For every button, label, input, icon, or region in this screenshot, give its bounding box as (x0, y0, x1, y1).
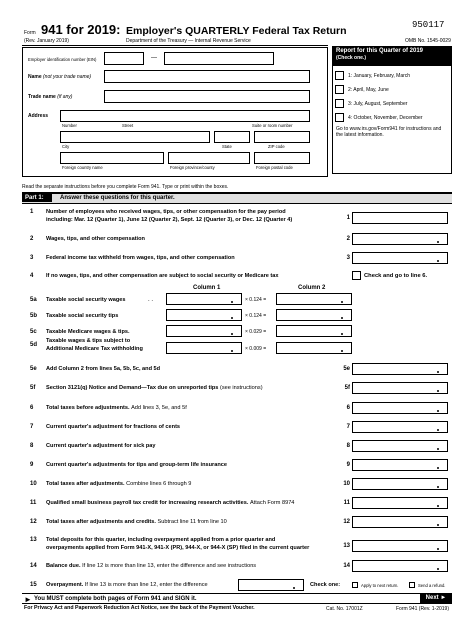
name-label: Name (not your trade name) (28, 74, 92, 80)
line-7-text: Current quarter's adjustment for fractions of cents (46, 424, 181, 430)
line-5a-rate: × 0.124 = (245, 297, 267, 303)
must-complete-text: You MUST complete both pages of Form 941 and SIGN it. (34, 596, 197, 602)
decimal-dot (437, 548, 439, 550)
instructions-text: Read the separate instructions before you complete Form 941. Type or print within the boxes. (22, 184, 229, 190)
line-1-ref: 1 (346, 215, 350, 221)
form-code: 950117 (412, 20, 445, 30)
foreign-country-label: Foreign country name (62, 165, 103, 170)
decimal-dot (437, 260, 439, 262)
line-2-field[interactable] (352, 233, 448, 245)
decimal-dot (437, 524, 439, 526)
quarter-goto-text: Go to www.irs.gov/Form941 for instructions and the latest information. (336, 126, 442, 138)
cat-number: Cat. No. 17001Z (326, 606, 363, 612)
line-12-number: 12 (30, 519, 37, 525)
state-label: State (222, 144, 232, 149)
line-6-ref: 6 (346, 405, 350, 411)
line-1-number: 1 (30, 209, 34, 215)
line-4-checkbox[interactable] (352, 271, 361, 280)
quarter-4-label: 4: October, November, December (348, 115, 423, 121)
decimal-dot (341, 317, 343, 319)
decimal-dot (437, 505, 439, 507)
line-7-number: 7 (30, 424, 34, 430)
decimal-dot (437, 448, 439, 450)
quarter-3-label: 3: July, August, September (348, 101, 408, 107)
line-5d-column-1[interactable] (166, 342, 242, 354)
line-9-text: Current quarter's adjustments for tips and group-term life insurance (46, 462, 227, 468)
quarter-3-checkbox[interactable] (335, 99, 344, 108)
line-14-text: Balance due. If line 12 is more than line 13, enter the difference and see instructions (46, 563, 257, 569)
decimal-dot (437, 390, 439, 392)
send-refund-checkbox[interactable] (409, 582, 415, 588)
decimal-dot (231, 333, 233, 335)
line-13-ref: 13 (343, 543, 350, 549)
line-14-number: 14 (30, 563, 37, 569)
omb-number: OMB No. 1545-0029 (405, 38, 451, 44)
ein-dash: — (151, 55, 157, 61)
line-6-text: Total taxes before adjustments. Add lines 3, 5e, and 5f (46, 405, 187, 411)
foreign-province-field[interactable] (168, 152, 250, 164)
line-4-number: 4 (30, 273, 34, 279)
line-15-text: Overpayment. If line 13 is more than line 12, enter the difference (46, 582, 208, 588)
revision-date: (Rev. January 2019) (24, 38, 69, 44)
line-13-text-2: overpayments applied from Form 941-X, 941-X (PR), 944-X, or 944-X (SP) filed in the current quarter (46, 545, 310, 551)
form-number-title: 941 for 2019: (41, 22, 121, 37)
quarter-4-checkbox[interactable] (335, 113, 344, 122)
address-number-label: Number (62, 123, 77, 128)
decimal-dot (341, 350, 343, 352)
decimal-dot (437, 429, 439, 431)
quarter-2-checkbox[interactable] (335, 85, 344, 94)
line-11-ref: 11 (343, 500, 350, 506)
line-6-field[interactable] (352, 402, 448, 414)
decimal-dot (437, 241, 439, 243)
line-9-ref: 9 (346, 462, 350, 468)
send-refund-label: Send a refund. (418, 583, 446, 588)
quarter-1-checkbox[interactable] (335, 71, 344, 80)
line-5c-rate: × 0.029 = (245, 329, 267, 335)
header-divider (22, 45, 328, 46)
decimal-dot (231, 350, 233, 352)
line-5d-text-2: Additional Medicare Tax withholding (46, 346, 143, 352)
line-15-check-one: Check one: (310, 582, 341, 588)
line-7-field[interactable] (352, 421, 448, 433)
line-5b-column-1[interactable] (166, 309, 242, 321)
city-label: City (62, 144, 70, 149)
line-15-field[interactable] (238, 579, 304, 591)
trade-name-label: Trade name (if any) (28, 94, 73, 100)
address-suite-label: Suite or room number (252, 123, 293, 128)
line-12-text: Total taxes after adjustments and credits. Subtract line 11 from line 10 (46, 519, 227, 525)
department-label: Department of the Treasury — Internal Revenue Service (126, 38, 251, 44)
address-label: Address (28, 113, 49, 119)
line-15-number: 15 (30, 582, 37, 588)
line-6-number: 6 (30, 405, 34, 411)
line-5a-leader: . . (148, 297, 154, 303)
line-3-number: 3 (30, 255, 34, 261)
line-3-ref: 3 (346, 255, 350, 261)
part1-tag: Part 1: (22, 194, 52, 202)
decimal-dot (437, 371, 439, 373)
address-street-field[interactable] (60, 110, 310, 122)
decimal-dot (437, 410, 439, 412)
decimal-dot (341, 301, 343, 303)
quarter-2-label: 2: April, May, June (348, 87, 389, 93)
line-5f-ref: 5f (344, 385, 350, 391)
line-2-number: 2 (30, 236, 34, 242)
line-3-field[interactable] (352, 252, 448, 264)
line-5b-text: Taxable social security tips (46, 313, 119, 319)
ein-label: Employer identification number (EIN) (28, 57, 97, 62)
name-field[interactable] (104, 70, 310, 83)
line-8-ref: 8 (346, 443, 350, 449)
ein-field-suffix[interactable] (164, 52, 274, 65)
line-5e-text: Add Column 2 from lines 5a, 5b, 5c, and 5d (46, 366, 161, 372)
line-8-text: Current quarter's adjustment for sick pay (46, 443, 156, 449)
line-5a-column-1[interactable] (166, 293, 242, 305)
line-2-ref: 2 (346, 236, 350, 242)
line-13-field[interactable] (352, 540, 448, 552)
line-14-ref: 14 (343, 563, 350, 569)
line-5c-text: Taxable Medicare wages & tips. (46, 329, 130, 335)
line-1-text: Number of employees who received wages, tips, or other compensation for the pay period (46, 209, 286, 215)
line-2-text: Wages, tips, and other compensation (46, 236, 145, 242)
line-5e-ref: 5e (343, 366, 350, 372)
decimal-dot (231, 317, 233, 319)
line-13-text: Total deposits for this quarter, including overpayment applied from a prior quarter and (46, 537, 276, 543)
line-4-text: If no wages, tips, and other compensation are subject to social security or Medicare tax (46, 273, 279, 279)
next-button-label: Next (425, 595, 439, 601)
apply-next-return-label: Apply to next return. (361, 583, 399, 588)
line-5d-text: Taxable wages & tips subject to (46, 338, 131, 344)
line-14-field[interactable] (352, 560, 448, 572)
column-1-header: Column 1 (193, 285, 221, 291)
decimal-dot (341, 333, 343, 335)
foreign-province-label: Foreign province/county (170, 165, 215, 170)
line-5c-number: 5c (30, 329, 37, 335)
foreign-postal-label: Foreign postal code (256, 165, 293, 170)
line-13-number: 13 (30, 537, 37, 543)
decimal-dot (437, 467, 439, 469)
footer-rule (22, 593, 452, 594)
line-5d-rate: × 0.009 = (245, 346, 267, 352)
address-street-label: Street (122, 123, 134, 128)
line-12-ref: 12 (343, 519, 350, 525)
line-5d-number: 5d (30, 342, 38, 348)
decimal-dot (293, 587, 295, 589)
zip-label: ZIP code (268, 144, 285, 149)
line-10-field[interactable] (352, 478, 448, 490)
apply-next-return-checkbox[interactable] (352, 582, 358, 588)
line-5d-column-2[interactable] (276, 342, 352, 354)
line-11-field[interactable] (352, 497, 448, 509)
line-5c-column-2[interactable] (276, 325, 352, 337)
foreign-postal-field[interactable] (254, 152, 310, 164)
line-1-text-2: including: Mar. 12 (Quarter 1), June 12 (Quarter 2), Sept. 12 (Quarter 3), or Dec. 12 (Quarter 4) (46, 217, 293, 223)
decimal-dot (231, 301, 233, 303)
line-5f-number: 5f (30, 385, 36, 391)
line-5a-text: Taxable social security wages (46, 297, 126, 303)
line-10-text: Total taxes after adjustments. Combine lines 6 through 9 (46, 481, 192, 487)
line-5b-column-2[interactable] (276, 309, 352, 321)
foreign-country-field[interactable] (60, 152, 164, 164)
line-5e-field[interactable] (352, 363, 448, 375)
line-11-text: Qualified small business payroll tax credit for increasing research activities. Attach Form 8974 (46, 500, 295, 506)
part1-title: Answer these questions for this quarter. (60, 195, 175, 201)
quarter-1-label: 1: January, February, March (348, 73, 411, 79)
line-12-field[interactable] (352, 516, 448, 528)
footer-rule-2 (22, 603, 452, 604)
zip-field[interactable] (254, 131, 310, 143)
line-5b-number: 5b (30, 313, 38, 319)
state-field[interactable] (214, 131, 250, 143)
line-5a-number: 5a (30, 297, 37, 303)
line-8-field[interactable] (352, 440, 448, 452)
line-3-text: Federal income tax withheld from wages, tips, and other compensation (46, 255, 235, 261)
line-5b-rate: × 0.124 = (245, 313, 267, 319)
quarter-box-header (332, 46, 452, 66)
city-field[interactable] (60, 131, 210, 143)
warning-arrow-icon: ► (24, 595, 32, 604)
line-5c-column-1[interactable] (166, 325, 242, 337)
line-5f-field[interactable] (352, 382, 448, 394)
next-arrow-icon: ► (440, 595, 447, 601)
form-label: Form (24, 30, 36, 36)
quarter-box-title: Report for this Quarter of 2019 (336, 48, 424, 54)
line-9-number: 9 (30, 462, 34, 468)
next-button[interactable] (420, 594, 452, 603)
line-11-number: 11 (30, 500, 37, 506)
column-2-header: Column 2 (298, 285, 326, 291)
line-7-ref: 7 (346, 424, 350, 430)
line-5e-number: 5e (30, 366, 37, 372)
line-10-ref: 10 (343, 481, 350, 487)
line-4-check-text: Check and go to line 6. (364, 273, 428, 279)
form-subtitle: Employer's QUARTERLY Federal Tax Return (126, 25, 347, 37)
line-5f-text: Section 3121(q) Notice and Demand—Tax due on unreported tips (see instructions) (46, 385, 263, 391)
trade-name-field[interactable] (104, 90, 310, 103)
line-9-field[interactable] (352, 459, 448, 471)
form-revision-footer: Form 941 (Rev. 1-2019) (396, 606, 449, 612)
decimal-dot (437, 486, 439, 488)
line-1-field[interactable] (352, 212, 448, 224)
ein-field-prefix[interactable] (104, 52, 144, 65)
quarter-box-check-one: (Check one.) (336, 55, 367, 61)
decimal-dot (437, 568, 439, 570)
privacy-notice: For Privacy Act and Paperwork Reduction Act Notice, see the back of the Payment Voucher. (24, 605, 255, 611)
line-5a-column-2[interactable] (276, 293, 352, 305)
line-8-number: 8 (30, 443, 34, 449)
line-10-number: 10 (30, 481, 37, 487)
